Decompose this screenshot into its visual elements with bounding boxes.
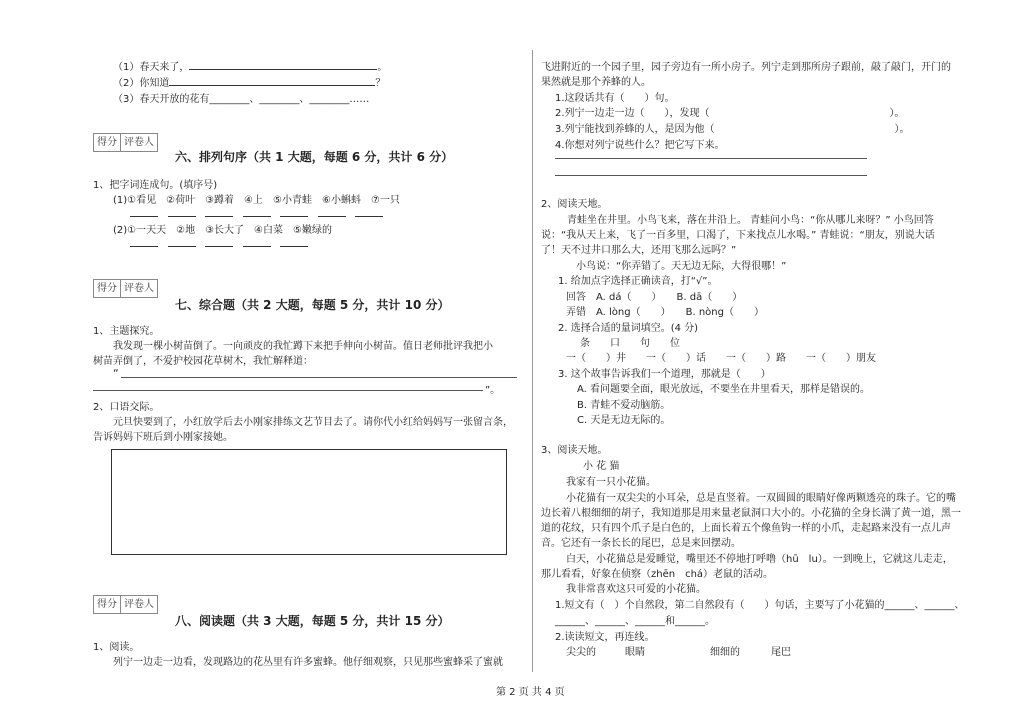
q-line-1-text: （1）春天来了， xyxy=(113,62,190,73)
r3-paragraph-3b: 那儿看看，好象在侦察（zhēn chá）老鼠的活动。 xyxy=(541,569,774,580)
section-7-title: 七、综合题（共 2 大题，每题 5 分，共计 10 分） xyxy=(175,298,450,312)
sec7-q1-text-1: 我发现一棵小树苗倒了。一向顽皮的我忙蹲下来把手伸向小树苗。值日老师批评我把小 xyxy=(113,341,493,352)
section-6-title: 六、排列句序（共 1 大题，每题 6 分，共计 6 分） xyxy=(175,150,454,164)
score-box-sec7 xyxy=(93,279,158,298)
r3-paragraph-2b: 边长着八根细细的胡子，我知道那是用来量老鼠洞口大小的。小花猫的全身长满了黄一道，黑一 xyxy=(541,508,961,519)
sec7-question-2: 2、口语交际。 xyxy=(93,402,160,413)
score-box-sec8 xyxy=(93,595,158,614)
r3-question-2: 2.读读短文，再连线。 xyxy=(555,632,655,643)
r1-question-3: 3.列宁能找到养蜂的人，是因为他（ ）。 xyxy=(555,124,910,135)
r2-q1-option-b: 弄错 A. lòng（ ） B. nòng（ ） xyxy=(566,307,764,318)
passage-line-2: 果然就是那个养蜂的人。 xyxy=(541,77,651,88)
r2-paragraph-4: 小鸟说：“你弄错了。天无边无际，大得很哪！” xyxy=(576,261,787,272)
passage-line-1: 飞进附近的一个园子里，园子旁边有一所小房子。列宁走到那所房子跟前，敲了敲门，开门的 xyxy=(541,62,951,73)
answer-line xyxy=(555,158,867,159)
r2-q1-option-a: 回答 A. dá（ ） B. dā（ ） xyxy=(566,292,743,303)
r1-question-4: 4.你想对列宁说些什么？把它写下来。 xyxy=(555,140,725,151)
r2-q3-option-a: A. 看问题要全面，眼光放远，不要坐在井里看天，那样是错误的。 xyxy=(577,384,871,395)
r3-q2-word-2: 眼睛 xyxy=(625,647,645,658)
reviewer-label: 评卷人 xyxy=(120,280,157,297)
r3-paragraph-1: 我家有一只小花猫。 xyxy=(566,477,656,488)
sec6-row-2-blanks xyxy=(130,236,308,250)
q-line-1-tail: 。 xyxy=(377,62,388,73)
q-line-2 xyxy=(113,74,385,89)
score-label: 得分 xyxy=(97,599,117,610)
reviewer-label: 评卷人 xyxy=(120,134,157,151)
r3-q2-word-1: 尖尖的 xyxy=(566,647,596,658)
sec7-q2-text-1: 元旦快要到了，小红放学后去小刚家排练文艺节目去了。请你代小红给妈妈写一张留言条， xyxy=(113,417,513,428)
answer-line xyxy=(121,377,517,378)
q-line-3: （3）春天开放的花有________、________、________…… xyxy=(113,94,370,105)
sec7-q2-text-2: 告诉妈妈下班后到小刚家接她。 xyxy=(93,432,233,443)
r2-question-1: 1. 给加点字选择正确读音，打“√”。 xyxy=(558,276,718,287)
r3-title: 小 花 猫 xyxy=(583,461,620,472)
open-quote: “ xyxy=(113,367,119,380)
sec7-q1-text-2: 树苗弄倒了，不爱护校园花草树木，我忙解释道： xyxy=(93,356,313,367)
close-quote: ”。 xyxy=(485,385,501,396)
q-line-2-text: （2）你知道 xyxy=(113,78,170,89)
r3-paragraph-2d: 音。它还有一条长长的尾巴，总是来回摆动。 xyxy=(541,538,741,549)
r1-question-2: 2.列宁一边走一边（ ），发现（ ）。 xyxy=(555,108,905,119)
r2-question-2: 2. 选择合适的量词填空。(4 分) xyxy=(558,323,699,334)
sec8-question-1: 1、阅读。 xyxy=(93,642,140,653)
r2-q2-fill: 一（ ）井 一（ ）话 一（ ）路 一（ ）朋友 xyxy=(566,353,876,364)
sec6-row-1-blanks xyxy=(130,206,383,220)
r2-heading: 2、阅读天地。 xyxy=(541,199,608,210)
answer-blank xyxy=(189,59,377,70)
score-label: 得分 xyxy=(97,137,117,148)
r2-paragraph-3: 了！天不过井口那么大，还用飞那么远吗？” xyxy=(541,245,737,256)
r3-heading: 3、阅读天地。 xyxy=(541,445,608,456)
sec6-question-1: 1、把字词连成句。(填序号) xyxy=(93,180,218,191)
score-label: 得分 xyxy=(97,283,117,294)
sec6-row-1: (1)①看见 ②荷叶 ③蹲着 ④上 ⑤小青蛙 ⑥小蝌蚪 ⑦一只 xyxy=(113,195,400,206)
r3-question-1b: ______、______、______和______。 xyxy=(555,616,715,627)
sec6-row-2: (2)①一天天 ②地 ③长大了 ④白菜 ⑤嫩绿的 xyxy=(113,225,332,236)
r2-q3-option-c: C. 天是无边无际的。 xyxy=(577,415,671,426)
r2-paragraph-1: 青蛙坐在井里。小鸟飞来，落在井沿上。 青蛙问小鸟：“你从哪儿来呀？” 小鸟回答 xyxy=(567,215,934,226)
r1-question-1: 1.这段话共有（ ）句。 xyxy=(555,93,675,104)
r3-paragraph-2c: 道的花纹，只有四个爪子是白色的，上面长着五个像鱼钩一样的小爪，走起路来没有一点儿声 xyxy=(541,523,951,534)
r3-paragraph-3a: 白天，小花猫总是爱睡觉，嘴里还不停地打呼噜（hū lu）。一到晚上，它就这儿走走， xyxy=(566,554,953,565)
q-line-1 xyxy=(113,58,387,73)
page-footer: 第 2 页 共 4 页 xyxy=(496,687,565,698)
r2-question-3: 3. 这个故事告诉我们一个道理，那就是（ ） xyxy=(558,369,771,380)
section-8-title: 八、阅读题（共 3 大题，每题 5 分，共计 15 分） xyxy=(175,614,450,628)
r3-question-1a: 1.短文有（ ）个自然段，第二自然段有（ ）句话，主要写了小花猫的______、______、 xyxy=(555,600,965,611)
column-divider xyxy=(532,50,533,672)
answer-line xyxy=(555,175,867,176)
answer-line xyxy=(93,390,483,391)
r3-paragraph-4: 我非常喜欢这只可爱的小花猫。 xyxy=(566,584,706,595)
sec8-q1-text: 列宁一边走一边看，发现路边的花丛里有许多蜜蜂。他仔细观察，只见那些蜜蜂采了蜜就 xyxy=(113,657,503,668)
message-writing-box[interactable] xyxy=(111,449,507,555)
r2-q3-option-b: B. 青蛙不爱动脑筋。 xyxy=(577,400,671,411)
sec7-question-1: 1、主题探究。 xyxy=(93,326,160,337)
reviewer-label: 评卷人 xyxy=(120,596,157,613)
answer-blank xyxy=(169,75,375,86)
r3-q2-word-3: 细细的 xyxy=(710,647,740,658)
score-box-sec6 xyxy=(93,133,158,152)
r3-paragraph-2a: 小花猫有一双尖尖的小耳朵，总是直竖着。一双圆圆的眼睛好像两颗透亮的珠子。它的嘴 xyxy=(566,493,956,504)
r2-q2-words: 条 口 句 位 xyxy=(580,338,680,349)
r3-q2-word-4: 尾巴 xyxy=(771,647,791,658)
r2-paragraph-2: 说：“我从天上来，飞了一百多里，口渴了，下来找点儿水喝。” 青蛙说：“朋友，别说大话 xyxy=(541,230,935,241)
q-line-2-tail: ？ xyxy=(375,78,386,89)
